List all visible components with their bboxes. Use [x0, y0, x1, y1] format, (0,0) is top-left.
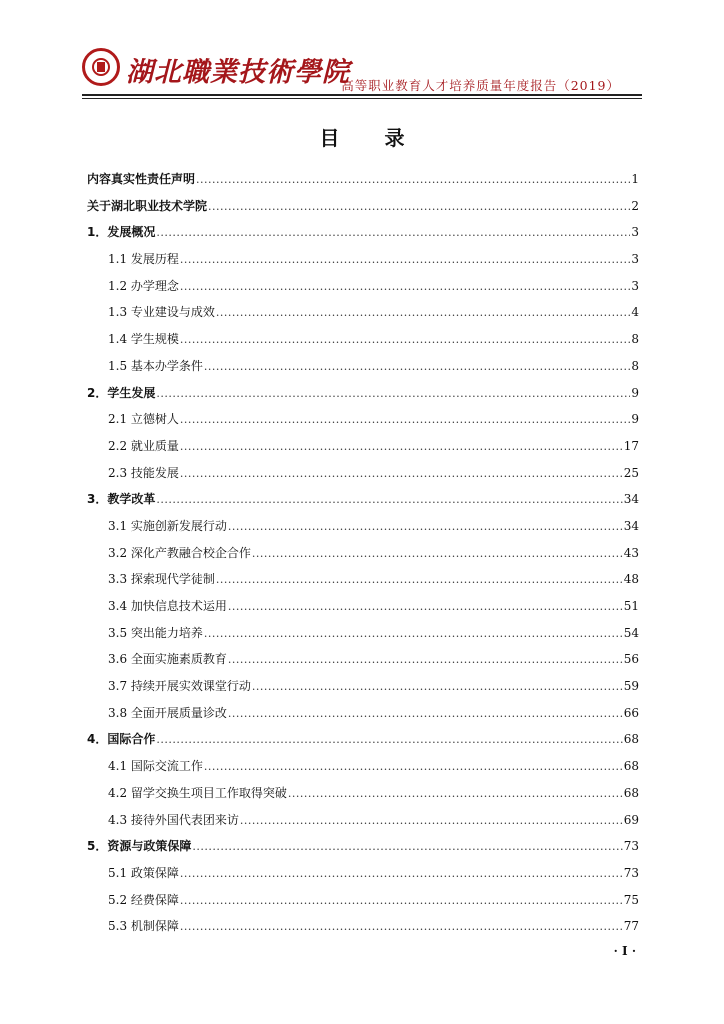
- toc-leader-dots: [196, 167, 630, 193]
- toc-title: 目 录: [319, 126, 405, 150]
- toc-entry[interactable]: [87, 807, 639, 834]
- toc-entry-label: 5.2 经费保障: [108, 892, 179, 907]
- page-header: [0, 0, 724, 100]
- toc-entry-label: 4.3 接待外国代表团来访: [108, 812, 239, 827]
- toc-entry-label: 5．资源与政策保障: [87, 839, 192, 854]
- toc-entry[interactable]: [87, 219, 639, 246]
- toc-entry-label: 3.2 深化产教融合校企合作: [108, 545, 251, 560]
- toc-entry[interactable]: [87, 620, 639, 647]
- toc-entry-page: 9: [631, 385, 639, 400]
- toc-leader-dots: [228, 647, 623, 673]
- toc-leader-dots: [252, 674, 623, 700]
- toc-leader-dots: [156, 381, 630, 407]
- toc-entry-label: 内容真实性责任声明: [87, 172, 196, 186]
- toc-entry-label: 3.4 加快信息技术运用: [108, 599, 227, 613]
- toc-entry-page: 77: [623, 919, 639, 934]
- toc-entry-page: 3: [631, 278, 639, 293]
- toc-entry-label: 2.3 技能发展: [108, 465, 179, 480]
- toc-leader-dots: [180, 888, 623, 914]
- toc-leader-dots: [156, 487, 622, 513]
- toc-leader-dots: [228, 594, 623, 620]
- toc-entry[interactable]: [87, 486, 639, 513]
- toc-entry-label: 2.1 立德树人: [108, 412, 179, 427]
- toc-entry-label: 2．学生发展: [87, 385, 156, 400]
- toc-entry-page: 3: [631, 225, 639, 240]
- toc-entry-page: 1: [631, 172, 639, 186]
- toc-leader-dots: [180, 434, 623, 460]
- toc-entry[interactable]: [87, 673, 639, 700]
- toc-leader-dots: [228, 701, 623, 727]
- toc-entry[interactable]: [87, 646, 639, 673]
- toc-leader-dots: [180, 327, 630, 353]
- toc-entry-page: 25: [623, 465, 639, 480]
- toc-entry-label: 1.3 专业建设与成效: [108, 305, 215, 320]
- toc-entry-page: 17: [623, 438, 639, 453]
- toc-leader-dots: [204, 621, 623, 647]
- toc-leader-dots: [204, 354, 630, 380]
- toc-leader-dots: [240, 808, 623, 834]
- toc-entry[interactable]: [87, 193, 639, 220]
- toc-entry[interactable]: [87, 353, 639, 380]
- toc-entry-label: 4.1 国际交流工作: [108, 759, 203, 774]
- toc-entry-label: 3.7 持续开展实效课堂行动: [108, 679, 251, 694]
- toc-entry-page: 66: [623, 705, 639, 720]
- toc-leader-dots: [252, 541, 623, 567]
- toc-entry[interactable]: [87, 566, 639, 593]
- toc-entry-page: 34: [623, 518, 639, 533]
- toc-leader-dots: [180, 461, 623, 487]
- toc-entry-page: 9: [631, 412, 639, 427]
- toc-leader-dots: [192, 834, 622, 860]
- toc-entry-page: 59: [623, 679, 639, 694]
- toc-entry-page: 73: [623, 865, 639, 880]
- toc-entry-page: 68: [623, 732, 639, 747]
- toc-entry-page: 4: [631, 305, 639, 320]
- toc-entry-page: 51: [623, 599, 639, 613]
- toc-entry-page: 2: [631, 198, 639, 213]
- toc-entry[interactable]: [87, 540, 639, 567]
- toc-entry-page: 73: [623, 839, 639, 854]
- report-title: 高等职业教育人才培养质量年度报告（2019）: [341, 78, 620, 93]
- toc-leader-dots: [156, 727, 622, 753]
- toc-entry[interactable]: [87, 513, 639, 540]
- toc-entry-label: 3.1 实施创新发展行动: [108, 518, 227, 533]
- toc-entry[interactable]: [87, 593, 639, 620]
- header-rule-thin: [82, 98, 642, 99]
- toc-entry[interactable]: [87, 326, 639, 353]
- toc-entry-label: 5.1 政策保障: [108, 865, 179, 880]
- toc-entry-page: 43: [623, 545, 639, 560]
- toc-entry-page: 54: [623, 625, 639, 640]
- toc-entry-label: 3．教学改革: [87, 492, 156, 507]
- toc-entry-label: 关于湖北职业技术学院: [87, 198, 208, 213]
- toc-entry[interactable]: [87, 406, 639, 433]
- toc-entry[interactable]: [87, 860, 639, 887]
- page-number: · I ·: [613, 944, 636, 958]
- school-name-logo: 湖北職業技術學院: [126, 57, 350, 88]
- toc-entry-page: 8: [631, 332, 639, 347]
- toc-entry[interactable]: [87, 460, 639, 487]
- toc-leader-dots: [228, 514, 623, 540]
- toc-entry[interactable]: [87, 273, 639, 300]
- toc-entry-label: 3.8 全面开展质量诊改: [108, 705, 227, 720]
- toc-entry[interactable]: [87, 700, 639, 727]
- toc-leader-dots: [180, 247, 630, 273]
- toc-leader-dots: [180, 914, 623, 940]
- toc-leader-dots: [156, 220, 630, 246]
- toc-entry[interactable]: [87, 246, 639, 273]
- toc-entry-label: 1.4 学生规模: [108, 332, 179, 347]
- toc-leader-dots: [180, 274, 630, 300]
- toc-entry[interactable]: [87, 913, 639, 940]
- header-rule-thick: [82, 94, 642, 96]
- toc-entry-label: 3.3 探索现代学徒制: [108, 572, 215, 587]
- toc-entry-page: 68: [623, 785, 639, 800]
- toc-entry[interactable]: [87, 380, 639, 407]
- toc-entry-label: 4.2 留学交换生项目工作取得突破: [108, 785, 287, 800]
- toc-leader-dots: [288, 781, 623, 807]
- toc-entry-page: 56: [623, 652, 639, 667]
- toc-leader-dots: [204, 754, 623, 780]
- toc-entry[interactable]: [87, 433, 639, 460]
- toc-leader-dots: [216, 567, 623, 593]
- toc-entry-page: 34: [623, 492, 639, 507]
- toc-entry[interactable]: [87, 887, 639, 914]
- toc-entry-label: 3.6 全面实施素质教育: [108, 652, 227, 667]
- toc-leader-dots: [180, 407, 630, 433]
- toc-entry-label: 1．发展概况: [87, 225, 156, 240]
- toc-entry[interactable]: [87, 753, 639, 780]
- toc-entry-label: 1.1 发展历程: [108, 252, 179, 267]
- toc-entry-label: 4．国际合作: [87, 732, 156, 747]
- toc-entry-page: 68: [623, 759, 639, 774]
- toc-leader-dots: [216, 300, 630, 326]
- toc-leader-dots: [208, 194, 630, 220]
- toc-entry-page: 8: [631, 358, 639, 373]
- toc-entry-label: 2.2 就业质量: [108, 438, 179, 453]
- toc-entry-page: 69: [623, 812, 639, 827]
- toc-entry-label: 3.5 突出能力培养: [108, 625, 203, 640]
- toc-entry[interactable]: [87, 726, 639, 753]
- toc-entry-label: 5.3 机制保障: [108, 919, 179, 934]
- toc-entry-page: 3: [631, 252, 639, 267]
- toc-leader-dots: [180, 861, 623, 887]
- toc-entry[interactable]: [87, 833, 639, 860]
- toc-entry[interactable]: [87, 299, 639, 326]
- toc-entry-label: 1.5 基本办学条件: [108, 358, 203, 373]
- school-seal-icon: [82, 48, 120, 86]
- table-of-contents: [87, 166, 639, 940]
- toc-entry[interactable]: [87, 166, 639, 193]
- toc-entry-page: 48: [623, 572, 639, 587]
- toc-entry[interactable]: [87, 780, 639, 807]
- toc-entry-page: 75: [623, 892, 639, 907]
- toc-entry-label: 1.2 办学理念: [108, 278, 179, 293]
